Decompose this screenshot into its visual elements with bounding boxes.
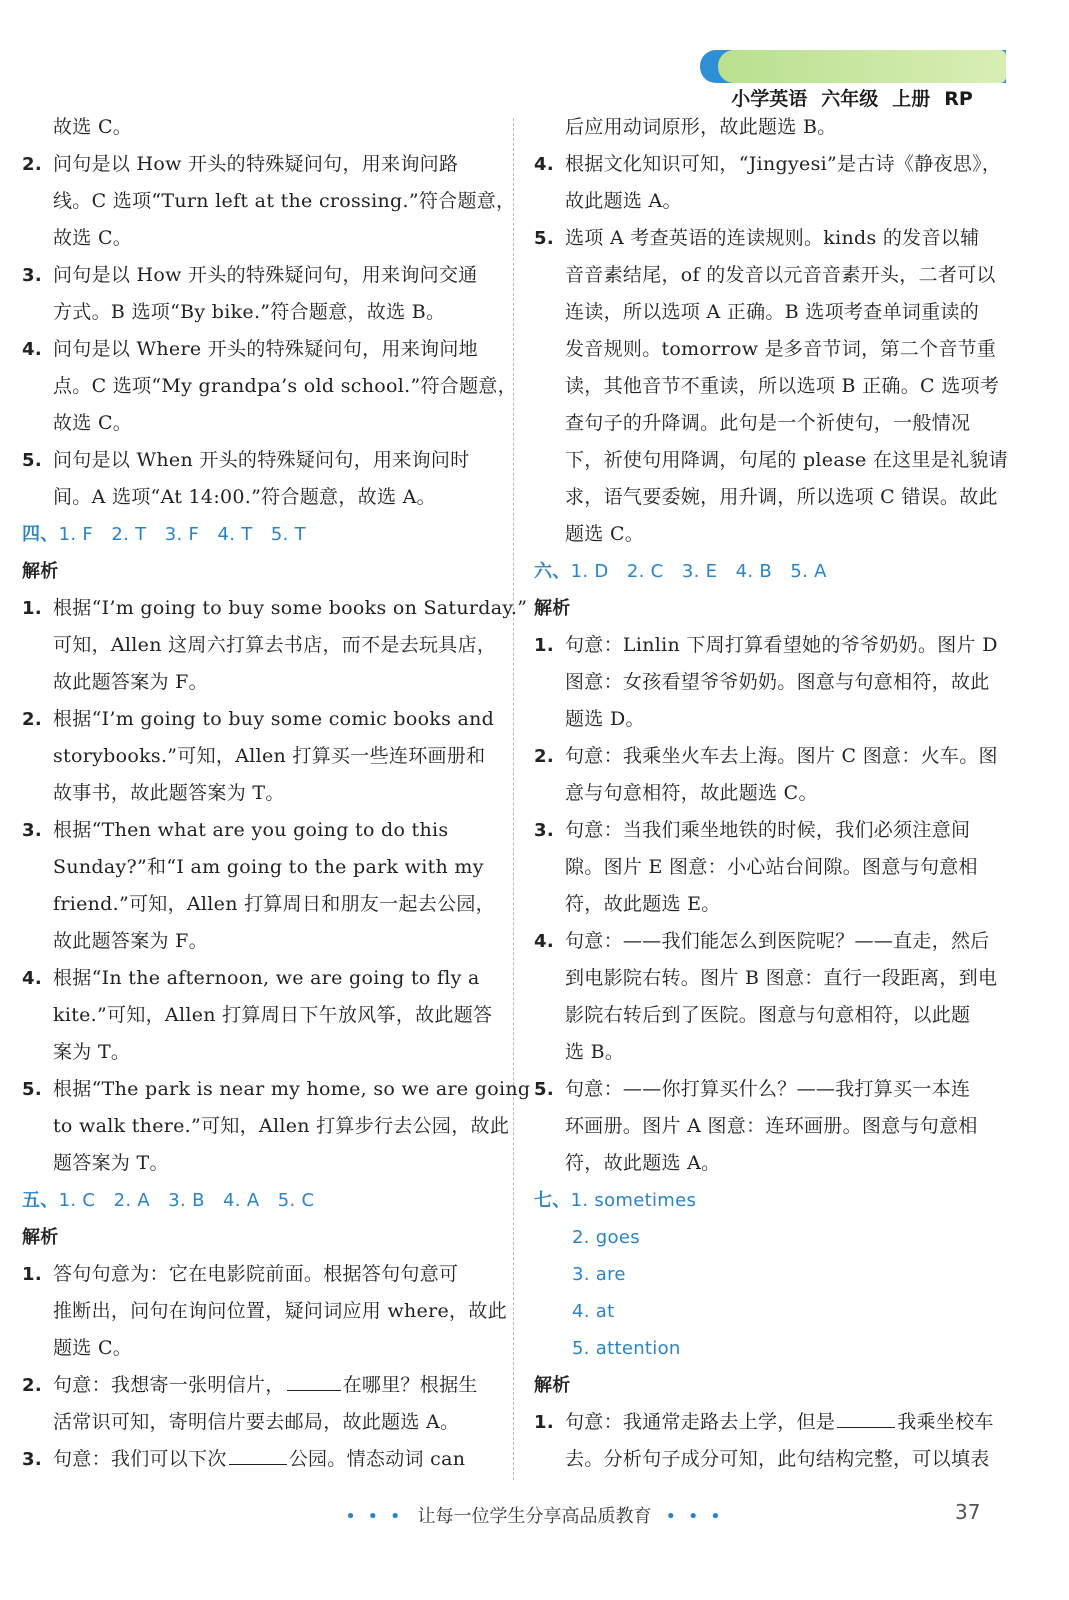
section-7-answer-2: 2. goes	[572, 1227, 640, 1248]
header-grade: 六年级	[821, 88, 879, 110]
text-line: 案为 T。	[53, 1041, 131, 1063]
analysis-item-1: 1. 答句句意为：它在电影院前面。根据答句句意可	[22, 1256, 496, 1293]
answer-item-5: 5. 问句是以 When 开头的特殊疑问句，用来询问时	[22, 442, 496, 479]
right-column	[534, 109, 1008, 1478]
item-number: 1.	[22, 598, 42, 619]
text-line: 题选 C。	[53, 1337, 133, 1359]
analysis-heading: 解析	[534, 598, 571, 619]
header-volume: 上册	[892, 88, 931, 110]
text-line: 下，祈使句用降调，句尾的 please 在这里是礼貌请	[565, 449, 1008, 471]
text-line: 意与句意相符，故此题选 C。	[565, 782, 818, 804]
item-number: 2.	[22, 1375, 42, 1396]
item-number: 3.	[22, 1449, 42, 1470]
fill-in-blank	[837, 1405, 895, 1428]
text-line: 求，语气要委婉，用升调，所以选项 C 错误。故此	[565, 486, 998, 508]
item-number: 5.	[22, 450, 42, 471]
analysis-item-4: 4. 句意：——我们能怎么到医院呢？——直走，然后	[534, 923, 1008, 960]
analysis-item-3: 3. 句意：我们可以下次 公园。情态动词 can	[22, 1441, 496, 1478]
answer-item-4: 4. 根据文化知识可知，“Jingyesi”是古诗《静夜思》，	[534, 146, 1008, 183]
text-line: 符，故此题选 E。	[565, 893, 721, 915]
item-number: 2.	[22, 154, 42, 175]
page-number: 37	[955, 1500, 981, 1524]
footer-dots-right: • • •	[665, 1506, 724, 1527]
analysis-item-2: 2. 根据“I’m going to buy some comic books and	[22, 701, 496, 738]
text-line: 隙。图片 E 图意：小心站台间隙。图意与句意相	[565, 856, 978, 878]
text-line: 可知，Allen 这周六打算去书店，而不是去玩具店，	[53, 634, 497, 656]
analysis-item-2: 2. 句意：我想寄一张明信片， 在哪里？根据生	[22, 1367, 496, 1404]
text-line: 故选 C。	[53, 412, 133, 434]
analysis-item-5: 5. 根据“The park is near my home, so we are going	[22, 1071, 496, 1108]
section-7-answer-5: 5. attention	[572, 1338, 681, 1359]
text-line: 题选 C。	[565, 523, 645, 545]
analysis-heading: 解析	[534, 1375, 571, 1396]
answer-item-5: 5. 选项 A 考查英语的连读规则。kinds 的发音以辅	[534, 220, 1008, 257]
text-line: 音音素结尾，of 的发音以元音音素开头，二者可以	[565, 264, 996, 286]
answer-item-2: 2. 问句是以 How 开头的特殊疑问句，用来询问路	[22, 146, 496, 183]
item-number: 4.	[534, 154, 554, 175]
text-line: 选 B。	[565, 1041, 625, 1063]
item-number: 3.	[22, 265, 42, 286]
text-line: 影院右转后到了医院。图意与句意相符，以此题	[565, 1004, 971, 1026]
analysis-item-4: 4. 根据“In the afternoon, we are going to fly a	[22, 960, 496, 997]
text-line: kite.”可知，Allen 打算周日下午放风筝，故此题答	[53, 1004, 493, 1026]
text-line: 符，故此题选 A。	[565, 1152, 721, 1174]
text-line: 线。C 选项“Turn left at the crossing.”符合题意，	[53, 190, 516, 212]
text-line: 后应用动词原形，故此题选 B。	[565, 116, 837, 138]
analysis-heading: 解析	[22, 1227, 59, 1248]
item-number: 2.	[534, 746, 554, 767]
header-subject: 小学英语	[731, 88, 808, 110]
text-line: 活常识可知，寄明信片要去邮局，故此题选 A。	[53, 1411, 460, 1433]
item-number: 5.	[534, 1079, 554, 1100]
text-line: 间。A 选项“At 14:00.”符合题意，故选 A。	[53, 486, 436, 508]
text-line: 点。C 选项“My grandpa’s old school.”符合题意，	[53, 375, 517, 397]
analysis-item-1: 1. 根据“I’m going to buy some books on Saturday.”	[22, 590, 496, 627]
section-4-answers: 四、1. F 2. T 3. F 4. T 5. T	[22, 524, 306, 545]
item-number: 3.	[22, 820, 42, 841]
text-line: 去。分析句子成分可知，此句结构完整，可以填表	[565, 1448, 990, 1470]
text-line: to walk there.”可知，Allen 打算步行去公园，故此	[53, 1115, 510, 1137]
text-line: 故事书，故此题答案为 T。	[53, 782, 285, 804]
answer-item-3: 3. 问句是以 How 开头的特殊疑问句，用来询问交通	[22, 257, 496, 294]
text-line: 图意：女孩看望爷爷奶奶。图意与句意相符，故此	[565, 671, 990, 693]
fill-in-blank	[287, 1368, 341, 1391]
text-line: 故选 C。	[53, 227, 133, 249]
analysis-heading: 解析	[22, 561, 59, 582]
text-line: 故此题答案为 F。	[53, 671, 208, 693]
item-number: 2.	[22, 709, 42, 730]
analysis-item-3: 3. 句意：当我们乘坐地铁的时候，我们必须注意间	[534, 812, 1008, 849]
analysis-item-1: 1. 句意：我通常走路去上学，但是 我乘坐校车	[534, 1404, 1008, 1441]
running-header	[718, 50, 987, 110]
text-line: 查句子的升降调。此句是一个祈使句，一般情况	[565, 412, 971, 434]
text-line: friend.”可知，Allen 打算周日和朋友一起去公园，	[53, 893, 495, 915]
analysis-item-3: 3. 根据“Then what are you going to do this	[22, 812, 496, 849]
item-number: 1.	[22, 1264, 42, 1285]
analysis-item-5: 5. 句意：——你打算买什么？——我打算买一本连	[534, 1071, 1008, 1108]
fill-in-blank	[229, 1442, 287, 1465]
section-7-answer-4: 4. at	[572, 1301, 615, 1322]
text-line: 到电影院右转。图片 B 图意：直行一段距离，到电	[565, 967, 998, 989]
text-line: 发音规则。tomorrow 是多音节词，第二个音节重	[565, 338, 997, 360]
left-column	[22, 109, 531, 1478]
item-number: 5.	[22, 1079, 42, 1100]
text-line: 故此题选 A。	[565, 190, 682, 212]
footer-dots-left: • • •	[345, 1506, 404, 1527]
item-number: 3.	[534, 820, 554, 841]
answer-item-4: 4. 问句是以 Where 开头的特殊疑问句，用来询问地	[22, 331, 496, 368]
item-number: 4.	[534, 931, 554, 952]
item-number: 4.	[22, 339, 42, 360]
text-line: 推断出，问句在询问位置，疑问词应用 where，故此	[53, 1300, 507, 1322]
section-5-answers: 五、1. C 2. A 3. B 4. A 5. C	[22, 1190, 315, 1211]
header-edition: RP	[944, 88, 973, 110]
page-footer	[0, 1502, 1069, 1528]
analysis-item-1: 1. 句意：Linlin 下周打算看望她的爷爷奶奶。图片 D	[534, 627, 1008, 664]
item-number: 4.	[22, 968, 42, 989]
text-line: 题选 D。	[565, 708, 645, 730]
text-line: 故此题答案为 F。	[53, 930, 208, 952]
column-divider	[513, 118, 514, 1480]
item-number: 5.	[534, 228, 554, 249]
item-number: 1.	[534, 635, 554, 656]
text-line: 方式。B 选项“By bike.”符合题意，故选 B。	[53, 301, 446, 323]
text-line: 环画册。图片 A 图意：连环画册。图意与句意相	[565, 1115, 978, 1137]
text-line: 故选 C。	[53, 116, 133, 138]
section-7-answers: 七、1. sometimes	[534, 1190, 697, 1211]
text-line: 连读，所以选项 A 正确。B 选项考查单词重读的	[565, 301, 980, 323]
text-line: storybooks.”可知，Allen 打算买一些连环画册和	[53, 745, 486, 767]
text-line: 题答案为 T。	[53, 1152, 169, 1174]
item-number: 1.	[534, 1412, 554, 1433]
analysis-item-2: 2. 句意：我乘坐火车去上海。图片 C 图意：火车。图	[534, 738, 1008, 775]
text-line: 读，其他音节不重读，所以选项 B 正确。C 选项考	[565, 375, 1000, 397]
section-6-answers: 六、1. D 2. C 3. E 4. B 5. A	[534, 561, 827, 582]
footer-slogan: 让每一位学生分享高品质教育	[417, 1506, 652, 1527]
text-line: Sunday?”和“I am going to the park with my	[53, 856, 484, 878]
section-7-answer-3: 3. are	[572, 1264, 626, 1285]
